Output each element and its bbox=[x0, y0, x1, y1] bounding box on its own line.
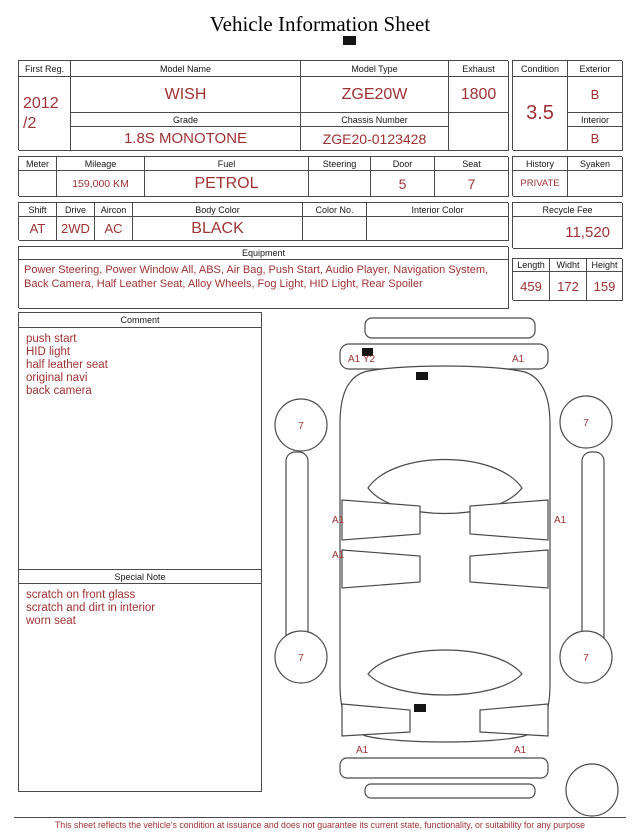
special-note-line: worn seat bbox=[26, 615, 76, 627]
right-rear-fender bbox=[480, 704, 548, 736]
first-reg-value bbox=[19, 77, 71, 151]
special-note-line: scratch and dirt in interior bbox=[26, 602, 156, 614]
drive-value: 2WD bbox=[57, 217, 95, 241]
length-value: 459 bbox=[513, 272, 550, 301]
recycle-fee-label: Recycle Fee bbox=[513, 203, 623, 217]
door-label: Door bbox=[371, 157, 435, 171]
fuel-label: Fuel bbox=[145, 157, 309, 171]
model-name-label: Model Name bbox=[71, 61, 301, 77]
height-label: Height bbox=[587, 259, 623, 272]
chassis-number-value: ZGE20-0123428 bbox=[301, 127, 449, 151]
syaken-value bbox=[568, 171, 623, 197]
exhaust-value: 1800 bbox=[449, 77, 509, 113]
condition-table bbox=[512, 60, 622, 150]
empty-cell bbox=[449, 113, 509, 151]
left-side-panel bbox=[286, 452, 308, 648]
equipment-value: Power Steering, Power Window All, ABS, Air Bag, Push Start, Audio Player, Navigation System, Back Camera, Half Leather Seat, Alloy Wheels, Fog Light, HID Light, Rear Spoiler bbox=[19, 260, 509, 309]
first-reg-month: /2 bbox=[23, 114, 37, 132]
left-front-door bbox=[342, 500, 420, 540]
stamp-mark bbox=[416, 372, 428, 380]
recycle-fee-table bbox=[512, 202, 622, 248]
damage-code-wheel-fr: 7 bbox=[583, 418, 589, 429]
damage-code-front-left: A1 Y2 bbox=[348, 354, 376, 365]
drivetrain-table bbox=[18, 202, 508, 240]
damage-code-wheel-fl: 7 bbox=[298, 421, 304, 432]
rear-bumper bbox=[365, 784, 535, 798]
body-color-value: BLACK bbox=[133, 217, 303, 241]
damage-code-rear-right: A1 bbox=[514, 745, 527, 756]
drive-label: Drive bbox=[57, 203, 95, 217]
comment-lines bbox=[19, 328, 261, 403]
grade-label: Grade bbox=[71, 113, 301, 127]
spare-tire bbox=[566, 764, 618, 816]
damage-code-left-lower: A1 bbox=[332, 550, 345, 561]
color-no-value bbox=[303, 217, 367, 241]
grade-value: 1.8S MONOTONE bbox=[71, 127, 301, 151]
body-color-label: Body Color bbox=[133, 203, 303, 217]
width-value: 172 bbox=[550, 272, 587, 301]
damage-code-wheel-rr: 7 bbox=[583, 653, 589, 664]
left-rear-door bbox=[342, 550, 420, 588]
damage-code-wheel-rl: 7 bbox=[298, 653, 304, 664]
dimensions-table bbox=[512, 258, 622, 300]
length-label: Length bbox=[513, 259, 550, 272]
left-rear-fender bbox=[342, 704, 410, 736]
equipment-table bbox=[18, 246, 508, 308]
exhaust-label: Exhaust bbox=[449, 61, 509, 77]
seat-value: 7 bbox=[435, 171, 509, 197]
comment-line: HID light bbox=[26, 346, 71, 358]
width-label: Widht bbox=[550, 259, 587, 272]
equipment-label: Equipment bbox=[19, 247, 509, 260]
steering-label: Steering bbox=[309, 157, 371, 171]
damage-code-front-right: A1 bbox=[512, 354, 525, 365]
car-damage-diagram bbox=[262, 312, 628, 817]
interior-value: B bbox=[568, 127, 623, 151]
comment-line: back camera bbox=[26, 385, 92, 397]
syaken-label: Syaken bbox=[568, 157, 623, 171]
damage-code-left-upper: A1 bbox=[332, 515, 345, 526]
aircon-label: Aircon bbox=[95, 203, 133, 217]
comment-line: half leather seat bbox=[26, 359, 108, 371]
seat-label: Seat bbox=[435, 157, 509, 171]
comment-line: original navi bbox=[26, 372, 88, 384]
shift-label: Shift bbox=[19, 203, 57, 217]
fuel-value: PETROL bbox=[145, 171, 309, 197]
rear-panel bbox=[340, 758, 548, 778]
condition-value: 3.5 bbox=[513, 77, 568, 151]
disclaimer-text: This sheet reflects the vehicle's condition at issuance and does not guarantee its current state, functionality, or suitability for any purpose bbox=[54, 820, 586, 830]
interior-label: Interior bbox=[568, 113, 623, 127]
damage-code-right-door: A1 bbox=[554, 515, 567, 526]
exterior-label: Exterior bbox=[568, 61, 623, 77]
special-note-header: Special Note bbox=[19, 569, 261, 584]
stamp-mark bbox=[343, 36, 356, 45]
special-note-line: scratch on front glass bbox=[26, 589, 136, 601]
right-side-panel bbox=[582, 452, 604, 648]
damage-code-rear-left: A1 bbox=[356, 745, 369, 756]
page-title: Vehicle Information Sheet bbox=[209, 12, 431, 36]
model-name-value: WISH bbox=[71, 77, 301, 113]
exterior-value: B bbox=[568, 77, 623, 113]
interior-color-label: Interior Color bbox=[367, 203, 509, 217]
meter-value bbox=[19, 171, 57, 197]
recycle-fee-value: 11,520 bbox=[513, 217, 623, 249]
comment-panel bbox=[18, 312, 262, 792]
stamp-mark bbox=[414, 704, 426, 712]
footer-divider bbox=[14, 817, 626, 818]
main-info-table bbox=[18, 60, 508, 150]
mileage-table bbox=[18, 156, 508, 196]
first-reg-label: First Reg. bbox=[19, 61, 71, 77]
shift-value: AT bbox=[19, 217, 57, 241]
history-table bbox=[512, 156, 622, 196]
model-type-label: Model Type bbox=[301, 61, 449, 77]
history-label: History bbox=[513, 157, 568, 171]
steering-value bbox=[309, 171, 371, 197]
first-reg-year: 2012 bbox=[23, 94, 59, 112]
right-front-door bbox=[470, 500, 548, 540]
door-value: 5 bbox=[371, 171, 435, 197]
comment-header: Comment bbox=[19, 313, 261, 328]
interior-color-value bbox=[367, 217, 509, 241]
height-value: 159 bbox=[587, 272, 623, 301]
model-type-value: ZGE20W bbox=[301, 77, 449, 113]
mileage-value: 159,000 KM bbox=[57, 171, 145, 197]
condition-label: Condition bbox=[513, 61, 568, 77]
chassis-number-label: Chassis Number bbox=[301, 113, 449, 127]
history-value: PRIVATE bbox=[513, 171, 568, 197]
mileage-label: Mileage bbox=[57, 157, 145, 171]
meter-label: Meter bbox=[19, 157, 57, 171]
color-no-label: Color No. bbox=[303, 203, 367, 217]
right-rear-door bbox=[470, 550, 548, 588]
special-note-lines bbox=[19, 584, 261, 633]
aircon-value: AC bbox=[95, 217, 133, 241]
comment-line: push start bbox=[26, 333, 77, 345]
front-bumper bbox=[365, 318, 535, 338]
